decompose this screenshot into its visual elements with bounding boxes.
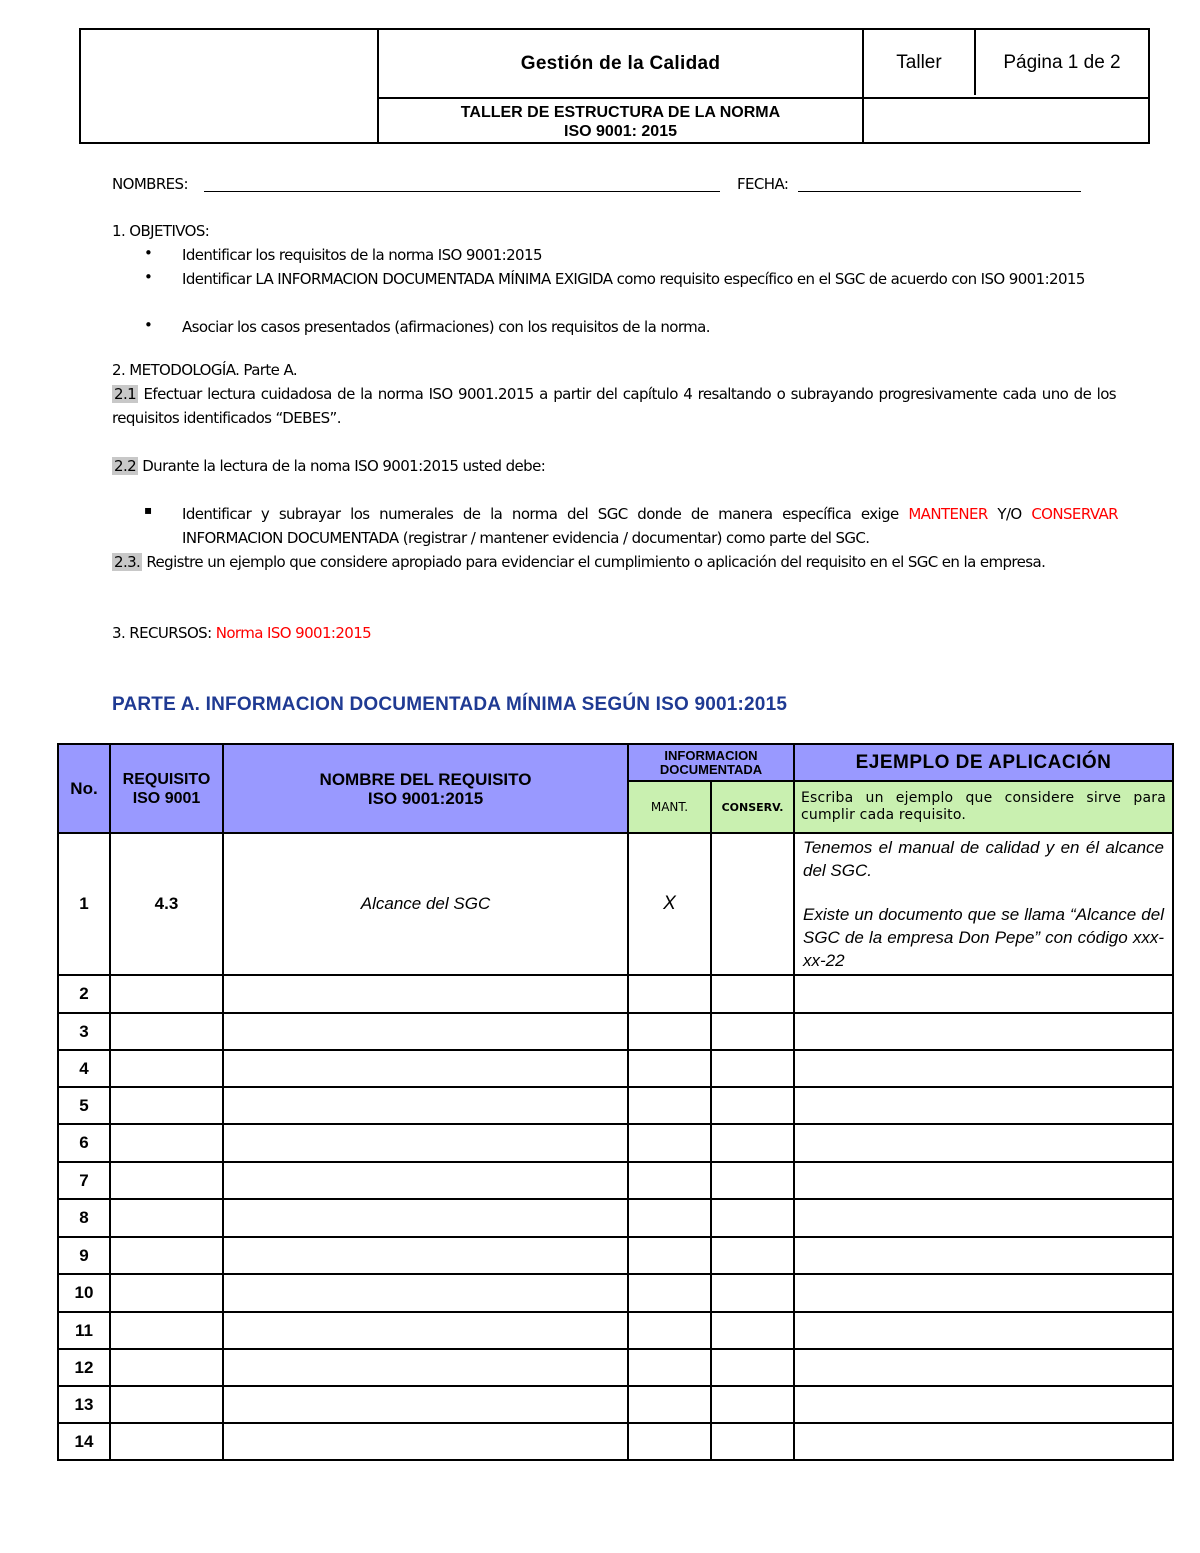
requirement-clause[interactable] <box>110 1087 223 1124</box>
row-number: 1 <box>58 833 110 975</box>
example-text[interactable] <box>794 1349 1173 1386</box>
conserv-mark[interactable] <box>711 975 794 1013</box>
col-header-informacion <box>628 744 794 781</box>
course-name: Gestión de la Calidad <box>520 52 721 74</box>
conserv-mark[interactable] <box>711 833 794 975</box>
conserv-mark[interactable] <box>711 1274 794 1312</box>
objective-item: Identificar los requisitos de la norma ISO 9001:2015 <box>182 246 542 264</box>
table-row <box>58 833 1173 975</box>
step-2-2 <box>112 454 545 478</box>
requirement-name[interactable] <box>223 1087 628 1124</box>
step-number: 2.1 <box>114 385 137 403</box>
document-type: Taller <box>896 51 942 73</box>
table-row <box>58 975 1173 1013</box>
row-number: 13 <box>58 1386 110 1423</box>
requirement-clause[interactable] <box>110 1199 223 1237</box>
col-header-text: ISO 9001 <box>132 789 201 807</box>
requirement-name[interactable] <box>223 1237 628 1274</box>
example-text[interactable] <box>794 1312 1173 1349</box>
conserv-mark[interactable] <box>711 1050 794 1087</box>
document-title-line2: ISO 9001: 2015 <box>564 122 677 140</box>
row-number: 12 <box>58 1349 110 1386</box>
methodology-heading: 2. METODOLOGÍA. Parte A. <box>112 361 298 379</box>
col-header-text: REQUISITO <box>122 770 211 788</box>
step-number: 2.2 <box>114 457 137 475</box>
row-number: 5 <box>58 1087 110 1124</box>
example-text[interactable] <box>794 975 1173 1013</box>
requirement-clause[interactable] <box>110 1349 223 1386</box>
document-header <box>79 28 1150 144</box>
keyword-conservar: CONSERVAR <box>1031 505 1118 523</box>
resources-label: 3. RECURSOS: <box>112 624 216 642</box>
bullet-icon: • <box>144 244 153 262</box>
keyword-mantener: MANTENER <box>908 505 988 523</box>
conserv-mark[interactable] <box>711 1312 794 1349</box>
conserv-mark[interactable] <box>711 1349 794 1386</box>
requirement-clause[interactable] <box>110 1162 223 1199</box>
col-header-text: INFORMACION <box>664 747 758 763</box>
col-header-ejemplo: EJEMPLO DE APLICACIÓN <box>794 744 1173 781</box>
mant-mark[interactable] <box>628 1274 711 1312</box>
requirement-name[interactable] <box>223 1312 628 1349</box>
objectives-heading: 1. OBJETIVOS: <box>112 222 210 240</box>
mant-mark[interactable] <box>628 1237 711 1274</box>
example-text[interactable] <box>794 1274 1173 1312</box>
bullet-icon: • <box>144 268 153 286</box>
col-header-text: NOMBRE DEL REQUISITO <box>319 769 532 789</box>
col-header-no: No. <box>58 744 110 833</box>
row-number: 9 <box>58 1237 110 1274</box>
requirement-name[interactable]: Alcance del SGC <box>223 833 628 975</box>
example-text[interactable] <box>794 1199 1173 1237</box>
example-text[interactable] <box>794 1124 1173 1162</box>
square-bullet-icon: ▪ <box>144 503 153 517</box>
requirement-name[interactable] <box>223 1199 628 1237</box>
table-row <box>58 1274 1173 1312</box>
step-text: Durante la lectura de la noma ISO 9001:2015 usted debe: <box>138 457 546 475</box>
step-2-1 <box>112 382 1116 430</box>
mant-mark[interactable] <box>628 1162 711 1199</box>
table-row <box>58 1199 1173 1237</box>
requirement-clause[interactable] <box>110 1013 223 1050</box>
mant-mark[interactable] <box>628 1349 711 1386</box>
bullet-icon: • <box>144 316 153 334</box>
row-number: 3 <box>58 1013 110 1050</box>
requirement-clause[interactable] <box>110 1386 223 1423</box>
step-text: Registre un ejemplo que considere apropiado para evidenciar el cumplimiento o aplicación del requisito en el SGC en la empresa. <box>142 553 1046 571</box>
step-text: INFORMACION DOCUMENTADA (registrar / mantener evidencia / documentar) como parte del SGC. <box>182 529 870 547</box>
table-row <box>58 1162 1173 1199</box>
table-row <box>58 1013 1173 1050</box>
conserv-mark[interactable] <box>711 1087 794 1124</box>
step-text: Efectuar lectura cuidadosa de la norma ISO 9001.2015 a partir del capítulo 4 resaltando o subrayando progresivamente cada uno de los requisitos identificados “DEBES”. <box>112 385 1116 427</box>
mant-mark[interactable] <box>628 1013 711 1050</box>
date-label: FECHA: <box>737 175 789 193</box>
step-text: Y/O <box>987 505 1032 523</box>
mant-mark[interactable] <box>628 1423 711 1460</box>
objective-item: Identificar LA INFORMACION DOCUMENTADA MÍNIMA EXIGIDA como requisito específico en el SGC de acuerdo con ISO 9001:2015 <box>182 270 1085 288</box>
requirement-name[interactable] <box>223 1050 628 1087</box>
requirement-name[interactable] <box>223 1386 628 1423</box>
requirement-clause[interactable] <box>110 1124 223 1162</box>
conserv-mark[interactable] <box>711 1162 794 1199</box>
document-title-line1: TALLER DE ESTRUCTURA DE LA NORMA <box>460 103 781 121</box>
conserv-mark[interactable] <box>711 1237 794 1274</box>
requirements-table <box>57 743 1174 1461</box>
requirement-clause[interactable] <box>110 1423 223 1460</box>
example-text[interactable] <box>794 1237 1173 1274</box>
row-number: 11 <box>58 1312 110 1349</box>
col-header-text: ISO 9001:2015 <box>367 788 484 808</box>
requirement-name[interactable] <box>223 1274 628 1312</box>
example-paragraph: Existe un documento que se llama “Alcance del SGC de la empresa Don Pepe” con código xxx-xx-22 <box>803 905 1164 970</box>
table-row <box>58 1349 1173 1386</box>
example-text[interactable] <box>794 1423 1173 1460</box>
names-field[interactable] <box>204 191 720 192</box>
requirement-clause[interactable]: 4.3 <box>110 833 223 975</box>
conserv-mark[interactable] <box>711 1124 794 1162</box>
row-number: 8 <box>58 1199 110 1237</box>
col-header-conserv: CONSERV. <box>711 781 794 833</box>
mant-mark[interactable] <box>628 975 711 1013</box>
row-number: 7 <box>58 1162 110 1199</box>
objective-item: Asociar los casos presentados (afirmaciones) con los requisitos de la norma. <box>182 318 710 336</box>
requirement-name[interactable] <box>223 1423 628 1460</box>
parte-a-title: PARTE A. INFORMACION DOCUMENTADA MÍNIMA SEGÚN ISO 9001:2015 <box>112 694 788 715</box>
example-text[interactable] <box>794 1087 1173 1124</box>
step-2-2-bullet <box>182 502 1118 550</box>
requirement-name[interactable] <box>223 1349 628 1386</box>
example-text[interactable] <box>794 833 1173 975</box>
row-number: 4 <box>58 1050 110 1087</box>
names-label: NOMBRES: <box>112 175 188 193</box>
example-hint: Escriba un ejemplo que considere sirve para cumplir cada requisito. <box>794 781 1173 833</box>
mant-mark[interactable]: X <box>628 833 711 975</box>
conserv-mark[interactable] <box>711 1199 794 1237</box>
requirement-clause[interactable] <box>110 1237 223 1274</box>
row-number: 2 <box>58 975 110 1013</box>
example-paragraph: Tenemos el manual de calidad y en él alcance del SGC. <box>803 838 1164 880</box>
col-header-nombre <box>223 744 628 833</box>
row-number: 10 <box>58 1274 110 1312</box>
mant-mark[interactable] <box>628 1050 711 1087</box>
page-number: Página 1 de 2 <box>1003 51 1121 73</box>
requirement-name[interactable] <box>223 1162 628 1199</box>
table-row <box>58 1124 1173 1162</box>
conserv-mark[interactable] <box>711 1013 794 1050</box>
requirement-clause[interactable] <box>110 1050 223 1087</box>
conserv-mark[interactable] <box>711 1386 794 1423</box>
requirement-name[interactable] <box>223 1124 628 1162</box>
example-text[interactable] <box>794 1162 1173 1199</box>
col-header-requisito <box>110 744 223 833</box>
table-header-row <box>58 744 1173 781</box>
table-row <box>58 1423 1173 1460</box>
example-text[interactable] <box>794 1386 1173 1423</box>
col-header-text: DOCUMENTADA <box>659 761 763 777</box>
requirement-clause[interactable] <box>110 1274 223 1312</box>
table-row <box>58 1312 1173 1349</box>
row-number: 14 <box>58 1423 110 1460</box>
date-field[interactable] <box>798 191 1081 192</box>
example-text[interactable] <box>794 1013 1173 1050</box>
table-row <box>58 1237 1173 1274</box>
mant-mark[interactable] <box>628 1087 711 1124</box>
resources-value: Norma ISO 9001:2015 <box>215 624 372 642</box>
step-text: Identificar y subrayar los numerales de la norma del SGC donde de manera específica exige <box>182 505 909 523</box>
step-2-3 <box>112 550 1116 574</box>
row-number: 6 <box>58 1124 110 1162</box>
mant-mark[interactable] <box>628 1386 711 1423</box>
step-number: 2.3. <box>114 553 141 571</box>
requirement-name[interactable] <box>223 1013 628 1050</box>
mant-mark[interactable] <box>628 1199 711 1237</box>
requirement-name[interactable] <box>223 975 628 1013</box>
example-text[interactable] <box>794 1050 1173 1087</box>
requirement-clause[interactable] <box>110 1312 223 1349</box>
document-title <box>379 99 862 144</box>
mant-mark[interactable] <box>628 1124 711 1162</box>
col-header-mant: MANT. <box>628 781 711 833</box>
requirement-clause[interactable] <box>110 975 223 1013</box>
table-row <box>58 1386 1173 1423</box>
mant-mark[interactable] <box>628 1312 711 1349</box>
table-row <box>58 1050 1173 1087</box>
conserv-mark[interactable] <box>711 1423 794 1460</box>
table-row <box>58 1087 1173 1124</box>
resources <box>112 621 371 645</box>
